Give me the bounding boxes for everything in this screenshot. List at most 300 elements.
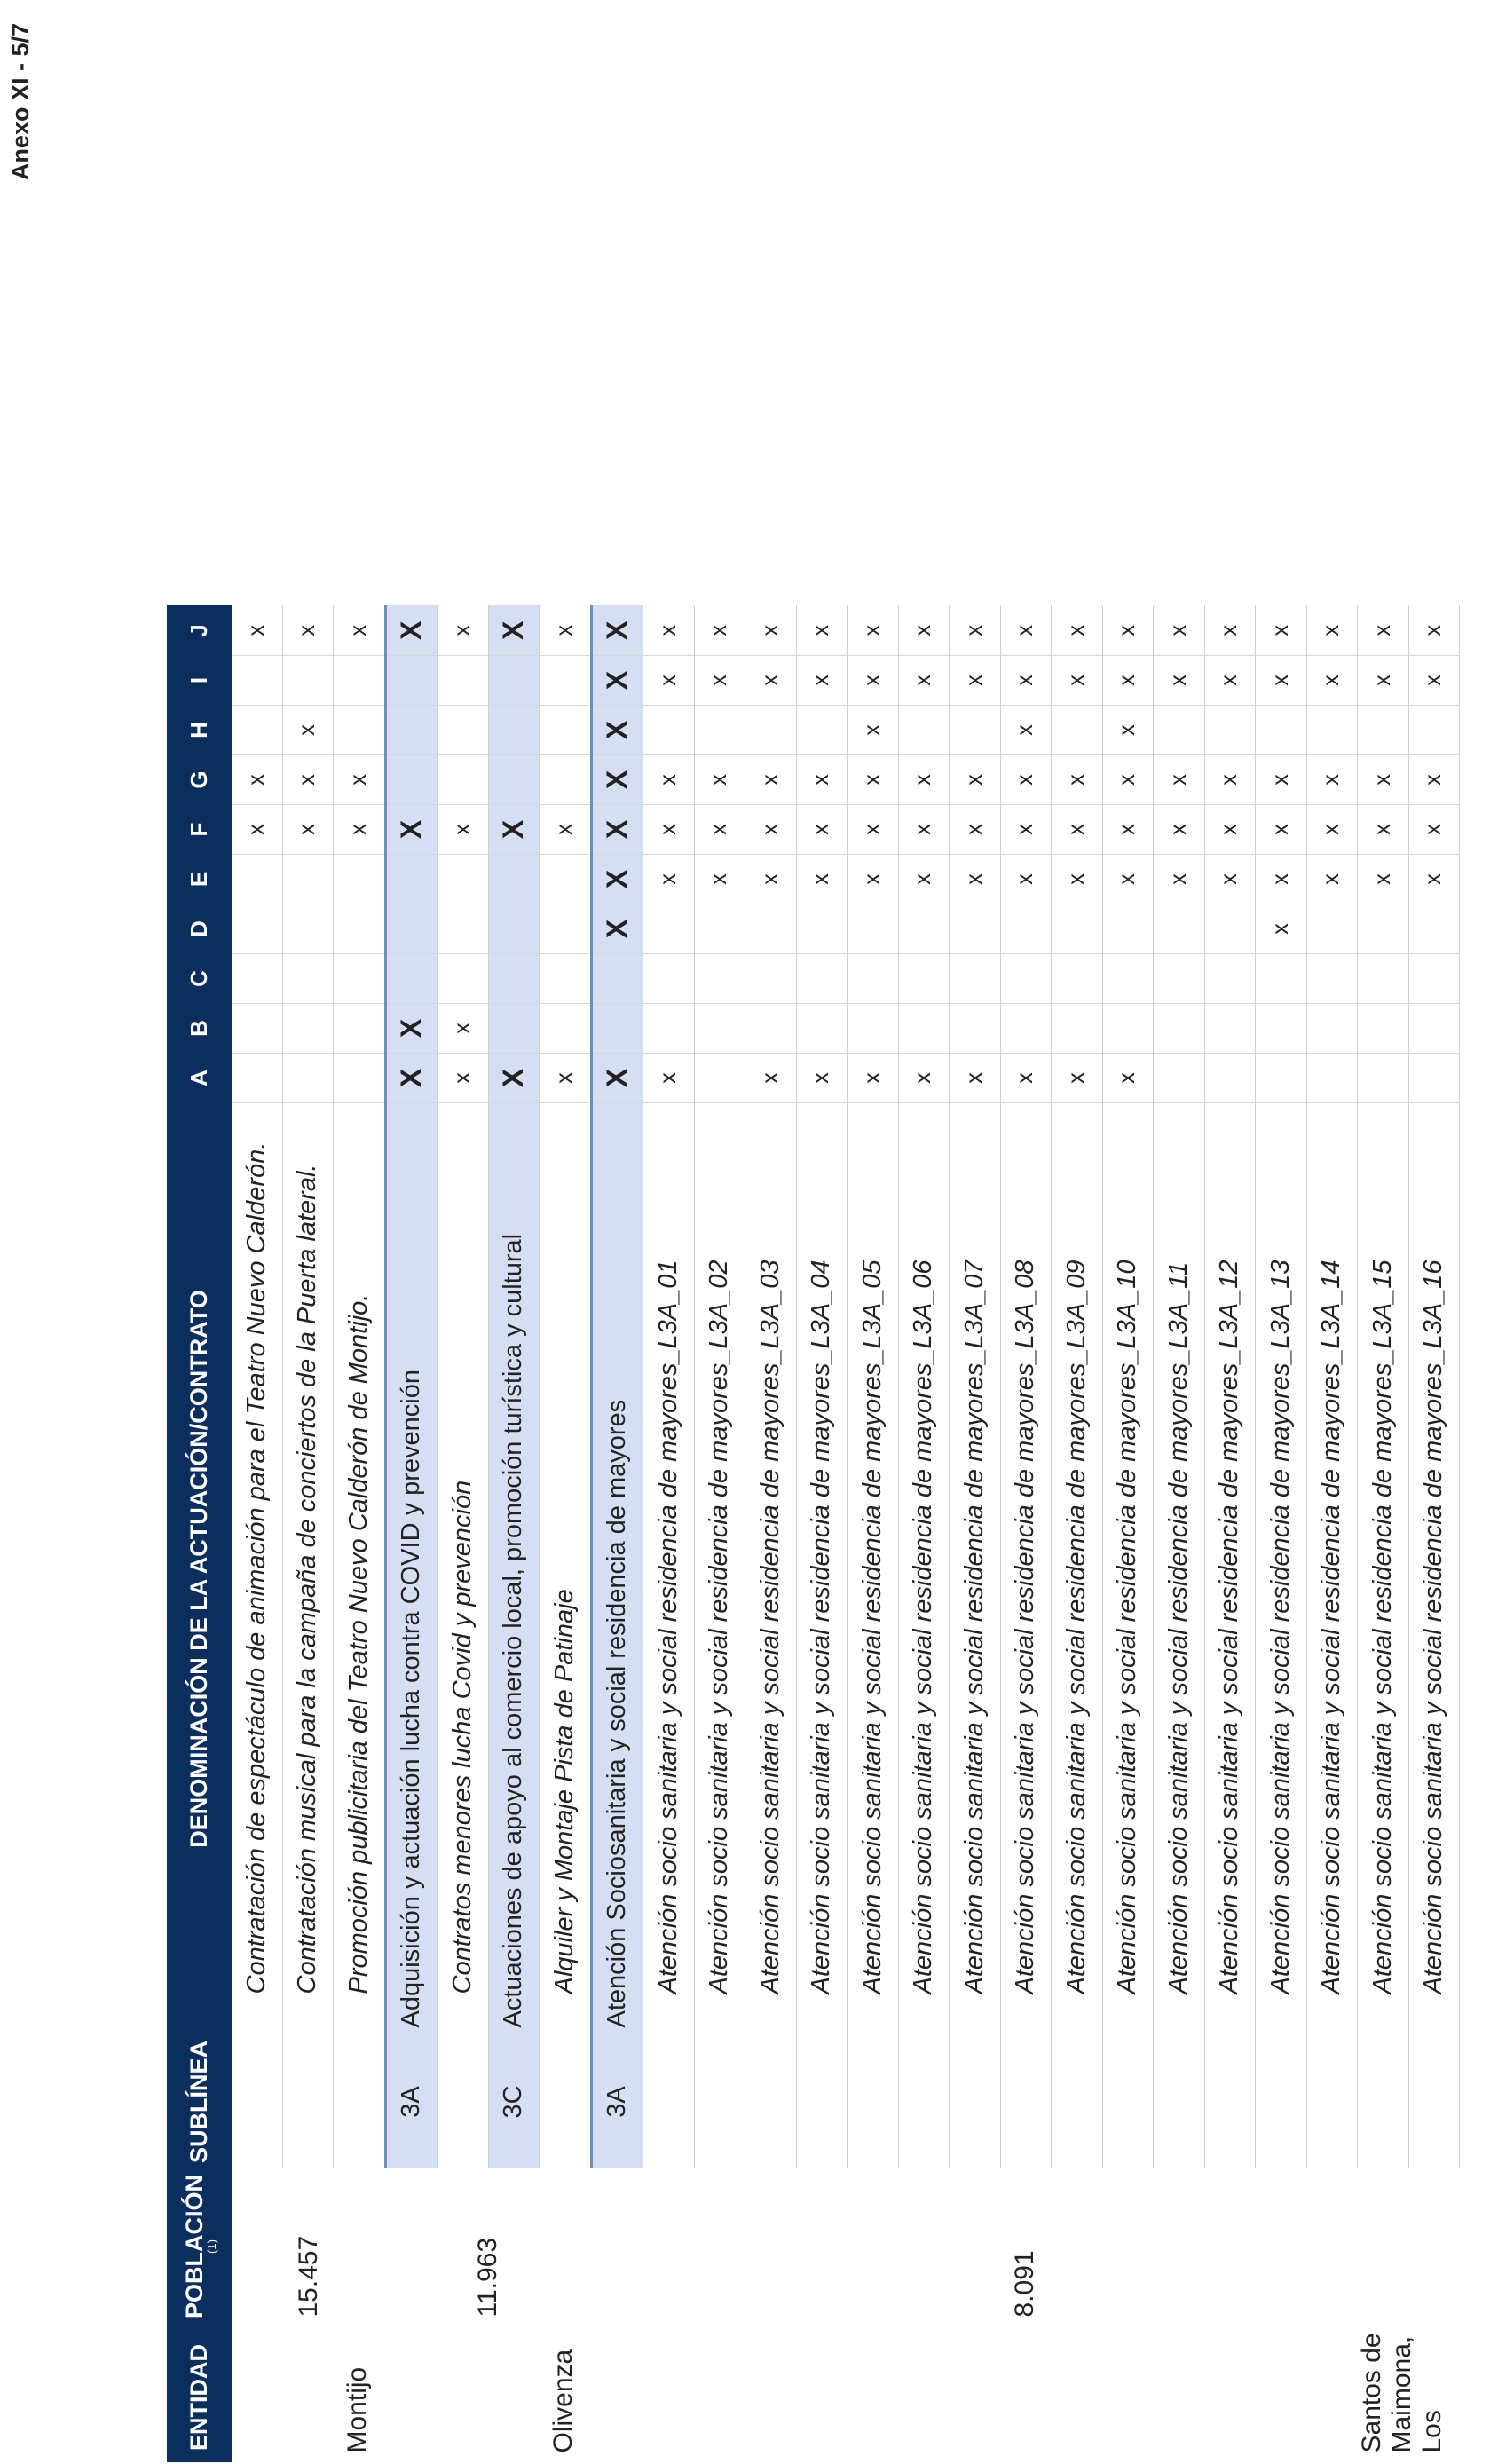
mark-cell-b <box>1000 1003 1052 1053</box>
poblacion-cell: 8.091 <box>1010 2250 1040 2318</box>
mark-cell-a <box>694 1053 745 1102</box>
denominacion-cell: Atención socio sanitaria y social residencia de mayores_L3A_04 <box>796 1102 848 2034</box>
mark-cell-h <box>745 705 797 754</box>
mark-cell-d <box>848 904 899 953</box>
mark-cell-i <box>282 655 334 705</box>
mark-cell-b: x <box>438 1003 489 1053</box>
mark-cell-f: x <box>694 804 745 854</box>
poblacion-cell: 11.963 <box>473 2237 502 2318</box>
mark-cell-i: X <box>591 655 643 705</box>
mark-cell-j: x <box>232 605 283 655</box>
mark-cell-f: x <box>848 804 899 854</box>
denominacion-cell: Atención socio sanitaria y social residencia de mayores_L3A_06 <box>898 1102 950 2034</box>
mark-cell-h <box>643 705 695 754</box>
mark-cell-d: X <box>591 904 643 953</box>
header-poblacion-label: POBLACIÓN <box>180 2175 208 2318</box>
mark-cell-d <box>1408 904 1460 953</box>
header-row <box>168 605 232 2461</box>
denominacion-cell: Atención socio sanitaria y social residencia de mayores_L3A_15 <box>1358 1102 1409 2034</box>
mark-cell-i: x <box>1204 655 1256 705</box>
mark-cell-g: x <box>1000 754 1052 804</box>
mark-cell-f: x <box>1000 804 1052 854</box>
mark-cell-j: x <box>1306 605 1358 655</box>
sublinea-cell <box>1408 2034 1460 2168</box>
mark-cell-e: x <box>1358 854 1409 904</box>
mark-cell-a <box>1408 1053 1460 1102</box>
mark-cell-a: x <box>643 1053 695 1102</box>
mark-cell-i: x <box>1154 655 1205 705</box>
mark-cell-a: x <box>438 1053 489 1102</box>
mark-cell-e: x <box>1408 854 1460 904</box>
header-poblacion <box>168 2169 232 2325</box>
mark-cell-f: x <box>1154 804 1205 854</box>
poblacion-cell: 15.457 <box>293 2235 323 2318</box>
header-col-e: E <box>168 854 232 904</box>
mark-cell-d <box>1000 904 1052 953</box>
mark-cell-e <box>385 854 438 904</box>
mark-cell-g: X <box>591 754 643 804</box>
mark-cell-f: x <box>540 804 592 854</box>
sublinea-cell <box>694 2034 745 2168</box>
header-denominacion: DENOMINACIÓN DE LA ACTUACIÓN/CONTRATO <box>168 1102 232 2034</box>
mark-cell-c <box>282 953 334 1003</box>
mark-cell-g <box>385 754 438 804</box>
sublinea-cell <box>1052 2034 1103 2168</box>
mark-cell-b <box>950 1003 1001 1053</box>
mark-cell-e: x <box>1154 854 1205 904</box>
mark-cell-c <box>950 953 1001 1003</box>
mark-cell-h <box>1306 705 1358 754</box>
mark-cell-f: x <box>796 804 848 854</box>
denominacion-cell: Contratos menores lucha Covid y prevención <box>438 1102 489 2034</box>
sublinea-cell <box>1256 2034 1307 2168</box>
mark-cell-e: x <box>1256 854 1307 904</box>
mark-cell-b <box>796 1003 848 1053</box>
mark-cell-b <box>334 1003 386 1053</box>
actions-table <box>167 605 1460 2462</box>
mark-cell-i: x <box>1052 655 1103 705</box>
mark-cell-c <box>334 953 386 1003</box>
sublinea-cell <box>1154 2034 1205 2168</box>
mark-cell-a <box>1154 1053 1205 1102</box>
mark-cell-h <box>1204 705 1256 754</box>
mark-cell-b <box>745 1003 797 1053</box>
mark-cell-i: x <box>1358 655 1409 705</box>
mark-cell-d <box>438 904 489 953</box>
denominacion-cell: Atención socio sanitaria y social residencia de mayores_L3A_08 <box>1000 1102 1052 2034</box>
sublinea-cell: 3A <box>385 2034 438 2168</box>
mark-cell-g: x <box>1306 754 1358 804</box>
mark-cell-g: x <box>898 754 950 804</box>
mark-cell-d <box>1154 904 1205 953</box>
mark-cell-d <box>694 904 745 953</box>
mark-cell-h: x <box>1000 705 1052 754</box>
denominacion-cell: Atención socio sanitaria y social residencia de mayores_L3A_05 <box>848 1102 899 2034</box>
mark-cell-e <box>334 854 386 904</box>
mark-cell-d <box>898 904 950 953</box>
mark-cell-h <box>694 705 745 754</box>
mark-cell-c <box>1052 953 1103 1003</box>
mark-cell-d <box>488 904 540 953</box>
mark-cell-j: x <box>745 605 797 655</box>
mark-cell-i: x <box>745 655 797 705</box>
mark-cell-d <box>745 904 797 953</box>
denominacion-cell: Atención socio sanitaria y social residencia de mayores_L3A_09 <box>1052 1102 1103 2034</box>
mark-cell-e: x <box>1204 854 1256 904</box>
mark-cell-c <box>745 953 797 1003</box>
mark-cell-d <box>643 904 695 953</box>
sublinea-cell <box>540 2034 592 2168</box>
mark-cell-g: x <box>745 754 797 804</box>
mark-cell-g: x <box>1358 754 1409 804</box>
mark-cell-a <box>1256 1053 1307 1102</box>
mark-cell-e: x <box>745 854 797 904</box>
mark-cell-j: x <box>438 605 489 655</box>
mark-cell-b: X <box>385 1003 438 1053</box>
mark-cell-a: x <box>1000 1053 1052 1102</box>
mark-cell-e: x <box>898 854 950 904</box>
mark-cell-j: x <box>694 605 745 655</box>
mark-cell-g <box>438 754 489 804</box>
mark-cell-a <box>1204 1053 1256 1102</box>
mark-cell-b <box>1204 1003 1256 1053</box>
mark-cell-j: x <box>1256 605 1307 655</box>
mark-cell-b <box>232 1003 283 1053</box>
mark-cell-g: x <box>232 754 283 804</box>
sublinea-cell <box>1102 2034 1154 2168</box>
summary-row <box>591 605 643 2461</box>
mark-cell-d <box>232 904 283 953</box>
sublinea-cell <box>898 2034 950 2168</box>
mark-cell-e: x <box>1102 854 1154 904</box>
mark-cell-g <box>540 754 592 804</box>
mark-cell-i <box>488 655 540 705</box>
denominacion-cell: Atención socio sanitaria y social residencia de mayores_L3A_13 <box>1256 1102 1307 2034</box>
mark-cell-c <box>694 953 745 1003</box>
mark-cell-h <box>1358 705 1409 754</box>
mark-cell-c <box>1306 953 1358 1003</box>
mark-cell-j: x <box>1358 605 1409 655</box>
mark-cell-b <box>1408 1003 1460 1053</box>
mark-cell-i: x <box>1408 655 1460 705</box>
mark-cell-d <box>796 904 848 953</box>
mark-cell-j: x <box>643 605 695 655</box>
sublinea-cell <box>848 2034 899 2168</box>
mark-cell-f: x <box>1102 804 1154 854</box>
mark-cell-e: x <box>1306 854 1358 904</box>
mark-cell-f: X <box>488 804 540 854</box>
mark-cell-b <box>848 1003 899 1053</box>
mark-cell-g: x <box>1052 754 1103 804</box>
mark-cell-g: x <box>282 754 334 804</box>
mark-cell-g: x <box>1102 754 1154 804</box>
mark-cell-a: x <box>848 1053 899 1102</box>
mark-cell-d <box>385 904 438 953</box>
denominacion-cell: Contratación de espectáculo de animación para el Teatro Nuevo Calderón. <box>232 1102 283 2034</box>
mark-cell-e: X <box>591 854 643 904</box>
mark-cell-i: x <box>950 655 1001 705</box>
mark-cell-j: X <box>385 605 438 655</box>
mark-cell-c <box>385 953 438 1003</box>
mark-cell-a <box>1358 1053 1409 1102</box>
mark-cell-h: X <box>591 705 643 754</box>
mark-cell-b <box>1052 1003 1103 1053</box>
mark-cell-c <box>848 953 899 1003</box>
mark-cell-a: x <box>1102 1053 1154 1102</box>
mark-cell-c <box>1000 953 1052 1003</box>
mark-cell-h <box>898 705 950 754</box>
mark-cell-g: x <box>643 754 695 804</box>
mark-cell-e <box>540 854 592 904</box>
sublinea-cell <box>334 2034 386 2168</box>
mark-cell-h: x <box>1102 705 1154 754</box>
mark-cell-j: X <box>591 605 643 655</box>
mark-cell-g: x <box>694 754 745 804</box>
denominacion-cell: Atención socio sanitaria y social residencia de mayores_L3A_07 <box>950 1102 1001 2034</box>
mark-cell-a: x <box>898 1053 950 1102</box>
denominacion-cell: Atención Sociosanitaria y social residencia de mayores <box>591 1102 643 2034</box>
header-col-i: I <box>168 655 232 705</box>
mark-cell-f: x <box>745 804 797 854</box>
denominacion-cell: Atención socio sanitaria y social residencia de mayores_L3A_01 <box>643 1102 695 2034</box>
mark-cell-c <box>1358 953 1409 1003</box>
sublinea-cell <box>796 2034 848 2168</box>
mark-cell-j: x <box>1154 605 1205 655</box>
mark-cell-b <box>1358 1003 1409 1053</box>
mark-cell-a: X <box>488 1053 540 1102</box>
mark-cell-f: x <box>232 804 283 854</box>
header-col-a: A <box>168 1053 232 1102</box>
sublinea-cell <box>232 2034 283 2168</box>
mark-cell-i <box>438 655 489 705</box>
mark-cell-b <box>898 1003 950 1053</box>
mark-cell-h <box>1154 705 1205 754</box>
mark-cell-h <box>334 705 386 754</box>
mark-cell-c <box>591 953 643 1003</box>
mark-cell-d <box>282 904 334 953</box>
mark-cell-b <box>643 1003 695 1053</box>
mark-cell-c <box>1256 953 1307 1003</box>
mark-cell-j: x <box>1052 605 1103 655</box>
mark-cell-d <box>540 904 592 953</box>
denominacion-cell: Promoción publicitaria del Teatro Nuevo Calderón de Montijo. <box>334 1102 386 2034</box>
mark-cell-h <box>540 705 592 754</box>
annex-title: Anexo XI - 5/7 <box>7 23 34 181</box>
mark-cell-j: x <box>282 605 334 655</box>
denominacion-cell: Atención socio sanitaria y social residencia de mayores_L3A_12 <box>1204 1102 1256 2034</box>
header-entidad: ENTIDAD <box>168 2325 232 2462</box>
mark-cell-i <box>334 655 386 705</box>
mark-cell-i: x <box>848 655 899 705</box>
mark-cell-j: x <box>796 605 848 655</box>
mark-cell-a <box>1306 1053 1358 1102</box>
sublinea-cell <box>950 2034 1001 2168</box>
mark-cell-j: x <box>848 605 899 655</box>
mark-cell-j: x <box>1102 605 1154 655</box>
mark-cell-e: x <box>1052 854 1103 904</box>
mark-cell-g: x <box>1256 754 1307 804</box>
mark-cell-g: x <box>1408 754 1460 804</box>
sublinea-cell <box>1000 2034 1052 2168</box>
denominacion-cell: Contratación musical para la campaña de conciertos de la Puerta lateral. <box>282 1102 334 2034</box>
mark-cell-g <box>488 754 540 804</box>
mark-cell-h <box>1052 705 1103 754</box>
header-sublinea: SUBLÍNEA <box>168 2034 232 2168</box>
mark-cell-b <box>488 1003 540 1053</box>
mark-cell-f: x <box>643 804 695 854</box>
mark-cell-a: X <box>591 1053 643 1102</box>
mark-cell-e <box>438 854 489 904</box>
mark-cell-e: x <box>643 854 695 904</box>
mark-cell-b <box>1306 1003 1358 1053</box>
sublinea-cell <box>643 2034 695 2168</box>
header-col-h: H <box>168 705 232 754</box>
header-col-c: C <box>168 953 232 1003</box>
mark-cell-d <box>1306 904 1358 953</box>
mark-cell-c <box>488 953 540 1003</box>
mark-cell-i: x <box>1256 655 1307 705</box>
mark-cell-c <box>1204 953 1256 1003</box>
mark-cell-d <box>334 904 386 953</box>
mark-cell-c <box>1408 953 1460 1003</box>
sublinea-cell: 3A <box>591 2034 643 2168</box>
mark-cell-e: x <box>796 854 848 904</box>
mark-cell-e: x <box>848 854 899 904</box>
sublinea-cell <box>745 2034 797 2168</box>
mark-cell-f: x <box>950 804 1001 854</box>
mark-cell-h: x <box>848 705 899 754</box>
mark-cell-a: x <box>950 1053 1001 1102</box>
mark-cell-i <box>232 655 283 705</box>
mark-cell-b <box>1256 1003 1307 1053</box>
mark-cell-i: x <box>1000 655 1052 705</box>
mark-cell-g: x <box>334 754 386 804</box>
mark-cell-c <box>232 953 283 1003</box>
mark-cell-f: x <box>898 804 950 854</box>
mark-cell-j: x <box>898 605 950 655</box>
mark-cell-e <box>232 854 283 904</box>
mark-cell-f: x <box>1408 804 1460 854</box>
mark-cell-j: x <box>334 605 386 655</box>
mark-cell-j: x <box>540 605 592 655</box>
mark-cell-i: x <box>1102 655 1154 705</box>
mark-cell-a <box>232 1053 283 1102</box>
mark-cell-h <box>385 705 438 754</box>
mark-cell-d <box>1102 904 1154 953</box>
mark-cell-i: x <box>694 655 745 705</box>
mark-cell-b <box>540 1003 592 1053</box>
sublinea-cell <box>1306 2034 1358 2168</box>
mark-cell-f: x <box>1306 804 1358 854</box>
mark-cell-e <box>282 854 334 904</box>
mark-cell-b <box>591 1003 643 1053</box>
mark-cell-g: x <box>1204 754 1256 804</box>
mark-cell-j: x <box>1408 605 1460 655</box>
mark-cell-c <box>438 953 489 1003</box>
mark-cell-c <box>796 953 848 1003</box>
mark-cell-c <box>1102 953 1154 1003</box>
mark-cell-b <box>1102 1003 1154 1053</box>
header-col-b: B <box>168 1003 232 1053</box>
mark-cell-f: x <box>1052 804 1103 854</box>
mark-cell-j: x <box>950 605 1001 655</box>
sublinea-cell <box>1358 2034 1409 2168</box>
mark-cell-c <box>1154 953 1205 1003</box>
mark-cell-g: x <box>1154 754 1205 804</box>
mark-cell-c <box>643 953 695 1003</box>
denominacion-cell: Atención socio sanitaria y social residencia de mayores_L3A_11 <box>1154 1102 1205 2034</box>
summary-row <box>385 605 438 2461</box>
mark-cell-h <box>1408 705 1460 754</box>
mark-cell-g: x <box>950 754 1001 804</box>
mark-cell-d <box>1052 904 1103 953</box>
mark-cell-a <box>334 1053 386 1102</box>
mark-cell-d: x <box>1256 904 1307 953</box>
mark-cell-i: x <box>1306 655 1358 705</box>
mark-cell-f: x <box>1358 804 1409 854</box>
header-poblacion-note: (1) <box>204 2239 218 2254</box>
mark-cell-g: x <box>796 754 848 804</box>
mark-cell-h <box>1256 705 1307 754</box>
mark-cell-e: x <box>694 854 745 904</box>
header-col-j: J <box>168 605 232 655</box>
mark-cell-a: x <box>796 1053 848 1102</box>
mark-cell-i: x <box>898 655 950 705</box>
table-body <box>232 605 1460 2461</box>
denominacion-cell: Atención socio sanitaria y social residencia de mayores_L3A_14 <box>1306 1102 1358 2034</box>
mark-cell-j: X <box>488 605 540 655</box>
mark-cell-f: x <box>334 804 386 854</box>
entidad-cell: Santos de Maimona, Los <box>1356 2333 1447 2453</box>
mark-cell-c <box>540 953 592 1003</box>
mark-cell-a: x <box>1052 1053 1103 1102</box>
entidad-cell: Montijo <box>343 2366 372 2453</box>
denominacion-cell: Atención socio sanitaria y social residencia de mayores_L3A_03 <box>745 1102 797 2034</box>
mark-cell-h: x <box>282 705 334 754</box>
denominacion-cell: Actuaciones de apoyo al comercio local, promoción turística y cultural <box>488 1102 540 2034</box>
mark-cell-a: x <box>745 1053 797 1102</box>
mark-cell-d <box>950 904 1001 953</box>
contract-row <box>232 605 283 2461</box>
mark-cell-i: x <box>796 655 848 705</box>
mark-cell-f: X <box>591 804 643 854</box>
denominacion-cell: Atención socio sanitaria y social residencia de mayores_L3A_02 <box>694 1102 745 2034</box>
mark-cell-d <box>1358 904 1409 953</box>
mark-cell-c <box>898 953 950 1003</box>
denominacion-cell: Adquisición y actuación lucha contra COVID y prevención <box>385 1102 438 2034</box>
mark-cell-f: x <box>438 804 489 854</box>
denominacion-cell: Atención socio sanitaria y social residencia de mayores_L3A_10 <box>1102 1102 1154 2034</box>
mark-cell-f: x <box>1256 804 1307 854</box>
mark-cell-e <box>488 854 540 904</box>
mark-cell-h <box>232 705 283 754</box>
sublinea-cell <box>1204 2034 1256 2168</box>
mark-cell-i: x <box>643 655 695 705</box>
mark-cell-h <box>950 705 1001 754</box>
mark-cell-b <box>1154 1003 1205 1053</box>
sublinea-cell <box>438 2034 489 2168</box>
denominacion-cell: Atención socio sanitaria y social residencia de mayores_L3A_16 <box>1408 1102 1460 2034</box>
mark-cell-j: x <box>1000 605 1052 655</box>
mark-cell-f: X <box>385 804 438 854</box>
header-col-f: F <box>168 804 232 854</box>
mark-cell-d <box>1204 904 1256 953</box>
mark-cell-i <box>540 655 592 705</box>
mark-cell-f: x <box>282 804 334 854</box>
mark-cell-a: X <box>385 1053 438 1102</box>
mark-cell-a <box>282 1053 334 1102</box>
header-col-g: G <box>168 754 232 804</box>
